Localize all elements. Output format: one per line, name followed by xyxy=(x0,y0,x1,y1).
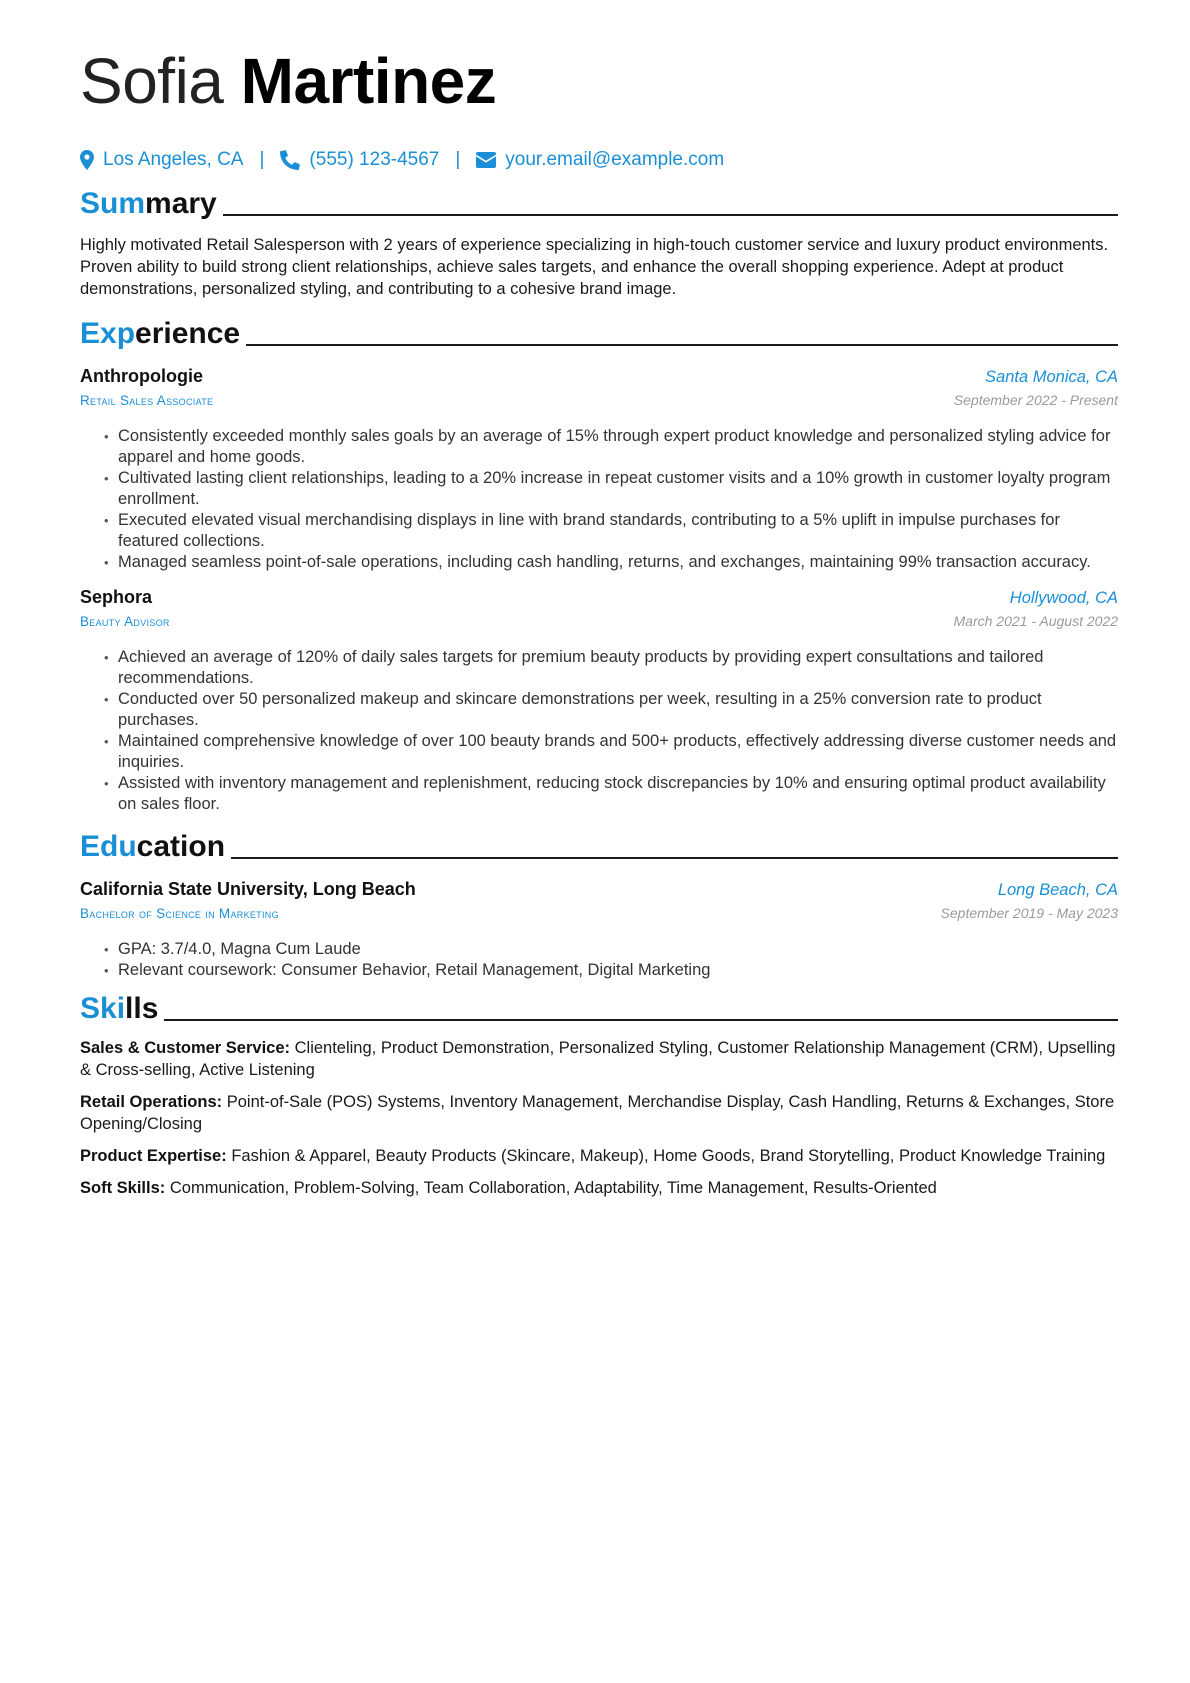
list-item: • Conducted over 50 personalized makeup and skincare demonstrations per week, resulting in a 25% conversion rate to product purchases. xyxy=(104,689,1118,731)
skill-label: Retail Operations: xyxy=(80,1093,223,1111)
list-item: • GPA: 3.7/4.0, Magna Cum Laude xyxy=(104,939,1118,960)
contact-line xyxy=(80,146,1118,174)
list-item: • Consistently exceeded monthly sales goals by an average of 15% through expert product knowledge and personalized styling advice for apparel and home goods. xyxy=(104,426,1118,468)
school-name: California State University, Long Beach xyxy=(80,879,416,899)
skill-text: Point-of-Sale (POS) Systems, Inventory Management, Merchandise Display, Cash Handling, Returns & Exchanges, Store Opening/Closing xyxy=(80,1093,1115,1133)
job-location: Santa Monica, CA xyxy=(985,368,1118,386)
summary-heading: Summary xyxy=(80,182,1118,222)
company-name: Anthropologie xyxy=(80,366,203,386)
contact-separator: | xyxy=(455,149,461,170)
contact-phone[interactable] xyxy=(280,149,439,171)
skill-label: Soft Skills: xyxy=(80,1179,166,1197)
list-item: • Maintained comprehensive knowledge of over 100 beauty brands and 500+ products, effectively addressing diverse customer needs and inquiries. xyxy=(104,731,1118,773)
job-entry-sephora xyxy=(80,585,1118,815)
first-name: Sofia xyxy=(80,45,224,117)
skill-group-sales xyxy=(80,1037,1118,1081)
summary-text: Highly motivated Retail Salesperson with 2 years of experience specializing in high-touch customer service and luxury product environments. Proven ability to build strong client relationships, achieve sales targets, and enhance the overall shopping experience. Adept at product demonstrations, personalized styling, and contributing to a cohesive brand image. xyxy=(80,236,1109,298)
skills-heading: Skills xyxy=(80,987,1118,1027)
skill-text: Clienteling, Product Demonstration, Personalized Styling, Customer Relationship Management (CRM), Upselling & Cross-selling, Active Listening xyxy=(80,1039,1116,1079)
map-marker-icon xyxy=(80,150,94,170)
job-entry-anthropologie xyxy=(80,364,1118,573)
education-bullets xyxy=(80,939,1118,981)
skill-label: Sales & Customer Service: xyxy=(80,1039,291,1057)
education-dates: September 2019 - May 2023 xyxy=(940,905,1118,921)
location-text: Los Angeles, CA xyxy=(103,149,244,170)
skill-group-product-expertise xyxy=(80,1145,1118,1167)
school-location: Long Beach, CA xyxy=(997,881,1118,899)
last-name: Martinez xyxy=(240,45,497,117)
list-item: • Managed seamless point-of-sale operations, including cash handling, returns, and exchanges, maintaining 99% transaction accuracy. xyxy=(104,552,1118,573)
contact-email[interactable] xyxy=(476,149,724,171)
contact-location xyxy=(80,149,243,171)
section-rule xyxy=(246,344,1118,346)
job-bullets xyxy=(80,647,1118,815)
education-entry xyxy=(80,877,1118,981)
job-location: Hollywood, CA xyxy=(1009,589,1118,607)
list-item: • Cultivated lasting client relationships, leading to a 20% increase in repeat customer visits and a 10% growth in customer loyalty program enrollment. xyxy=(104,468,1118,510)
section-rule xyxy=(164,1019,1118,1021)
contact-separator: | xyxy=(259,149,265,170)
resume-page xyxy=(80,40,1118,1199)
list-item: • Achieved an average of 120% of daily sales targets for premium beauty products by providing expert consultations and tailored recommendations. xyxy=(104,647,1118,689)
candidate-name xyxy=(80,40,1118,122)
job-dates: March 2021 - August 2022 xyxy=(953,613,1118,629)
list-item: • Assisted with inventory management and replenishment, reducing stock discrepancies by 10% and ensuring optimal product availability on sales floor. xyxy=(104,773,1118,815)
email-text: your.email@example.com xyxy=(505,149,725,170)
phone-text: (555) 123-4567 xyxy=(309,149,440,170)
list-item: • Executed elevated visual merchandising displays in line with brand standards, contributing to a 5% uplift in impulse purchases for featured collections. xyxy=(104,510,1118,552)
section-rule xyxy=(231,857,1118,859)
job-dates: September 2022 - Present xyxy=(953,392,1118,408)
education-heading: Education xyxy=(80,825,1118,865)
skill-label: Product Expertise: xyxy=(80,1147,227,1165)
skill-group-soft-skills xyxy=(80,1177,1118,1199)
list-item: • Relevant coursework: Consumer Behavior, Retail Management, Digital Marketing xyxy=(104,960,1118,981)
experience-heading: Experience xyxy=(80,312,1118,352)
skill-text: Fashion & Apparel, Beauty Products (Skincare, Makeup), Home Goods, Brand Storytelling, Product Knowledge Training xyxy=(231,1147,1106,1165)
section-rule xyxy=(223,214,1118,216)
job-role: Retail Sales Associate xyxy=(80,393,214,408)
skill-group-retail-operations xyxy=(80,1091,1118,1135)
phone-icon xyxy=(280,150,300,170)
degree: Bachelor of Science in Marketing xyxy=(80,906,279,921)
job-bullets xyxy=(80,426,1118,573)
company-name: Sephora xyxy=(80,587,153,607)
envelope-icon xyxy=(476,152,496,168)
job-role: Beauty Advisor xyxy=(80,614,170,629)
skill-text: Communication, Problem-Solving, Team Collaboration, Adaptability, Time Management, Results-Oriented xyxy=(169,1179,937,1197)
